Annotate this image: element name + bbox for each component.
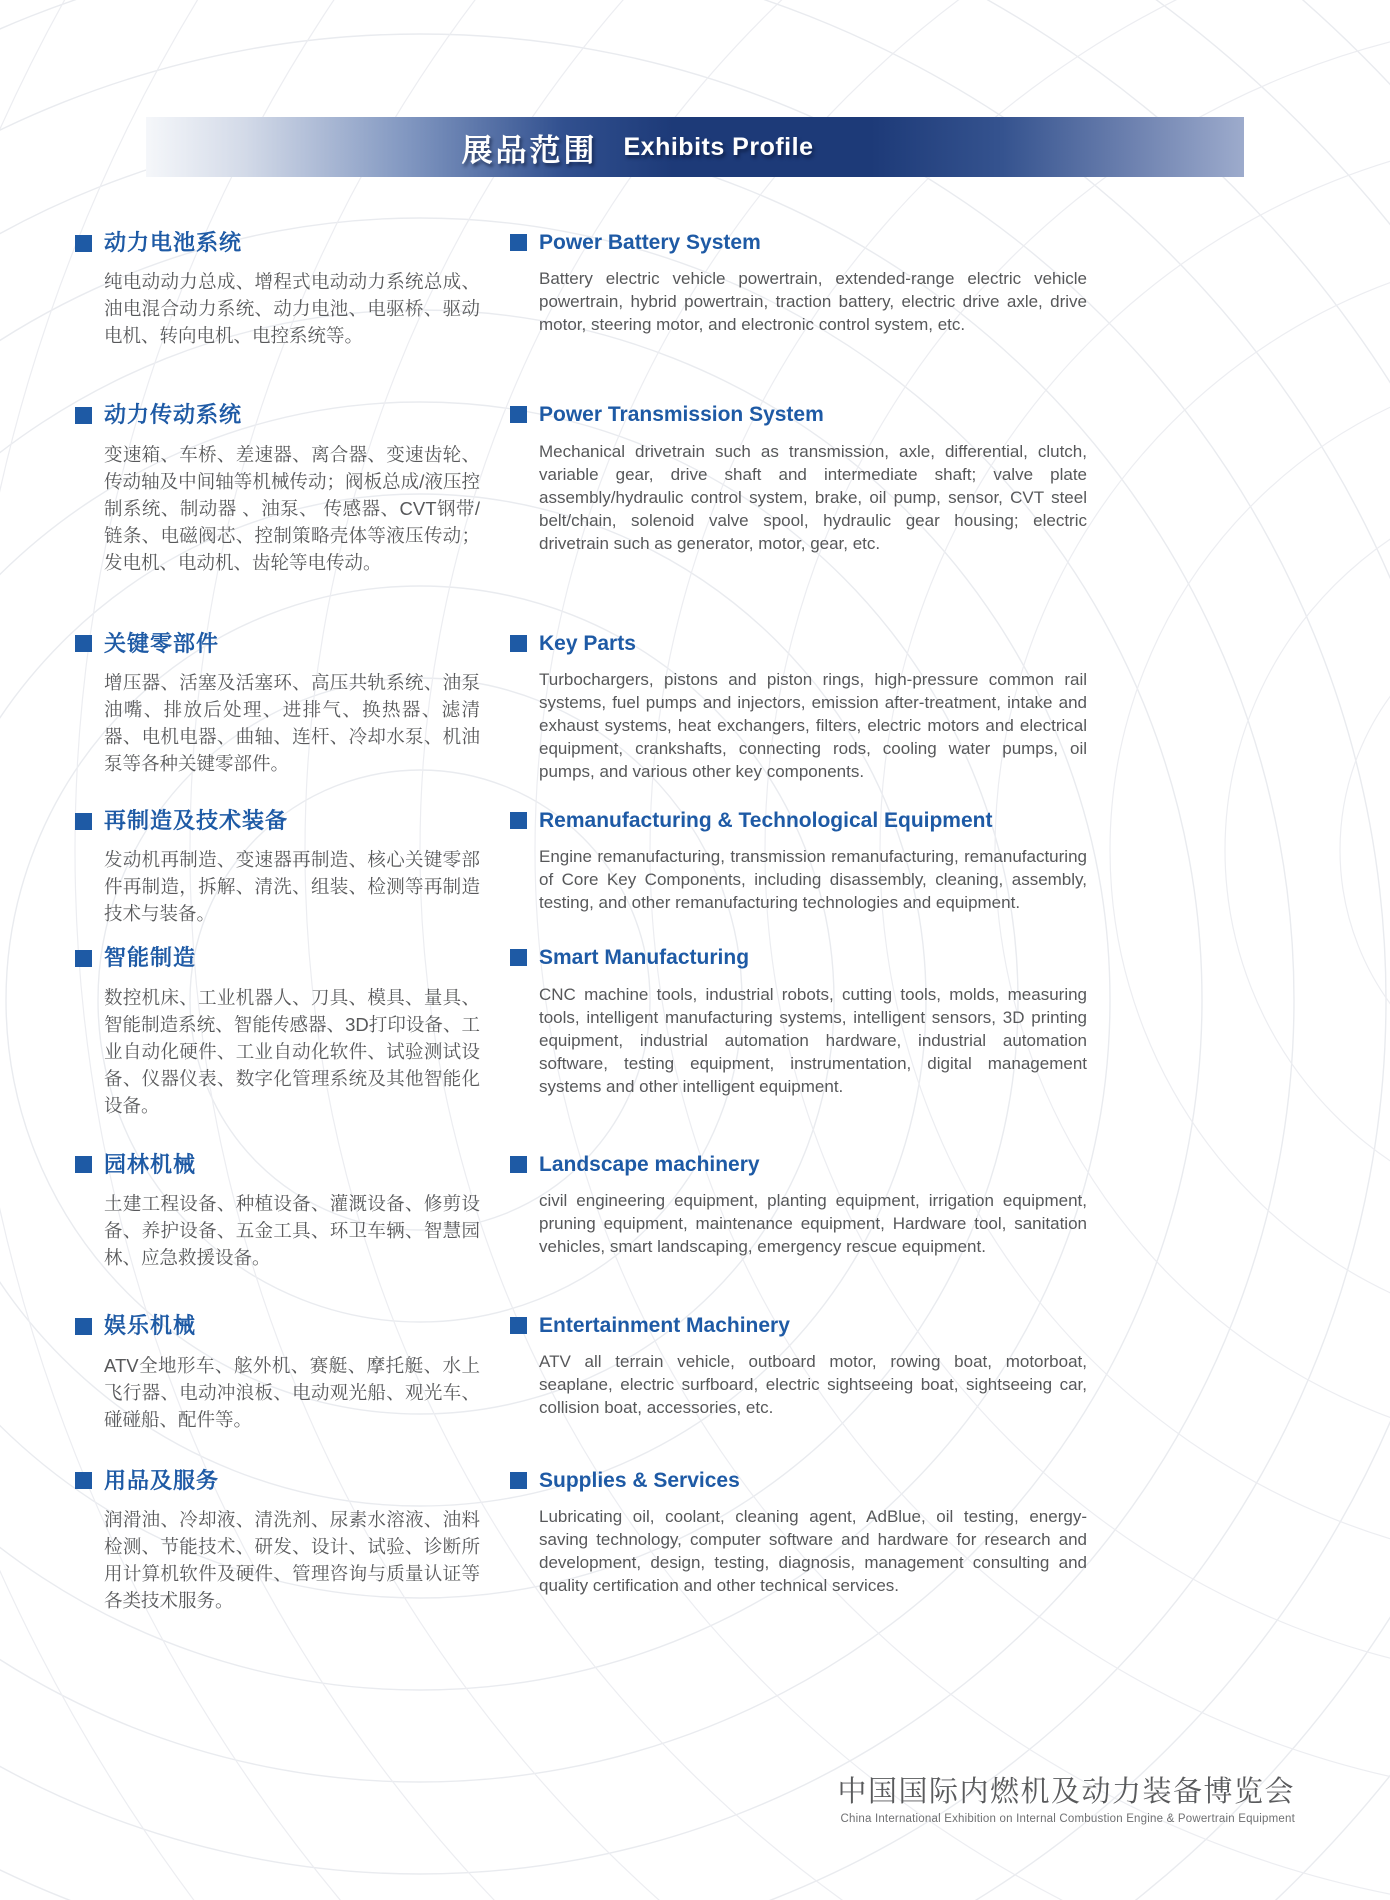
- section-heading-en: [510, 1313, 1090, 1338]
- square-bullet-icon: [510, 1156, 527, 1173]
- section-title-en: Remanufacturing & Technological Equipment: [539, 808, 993, 832]
- section-body-cn: 变速箱、车桥、差速器、离合器、变速齿轮、传动轴及中间轴等机械传动；阀板总成/液压控制系统、制动器 、油泵、 传感器、CVT钢带/链条、电磁阀芯、控制策略壳体等液压传动；发电机、电动机、齿轮等电传动。: [104, 443, 480, 573]
- exhibits-profile-banner: [146, 117, 1244, 177]
- square-bullet-icon: [510, 1472, 527, 1489]
- section-column-english: [510, 945, 1090, 1118]
- section-heading-cn: [75, 1468, 480, 1494]
- section-column-english: [510, 1468, 1090, 1614]
- section-title-en: Key Parts: [539, 631, 636, 655]
- section-title-cn: 园林机械: [104, 1151, 197, 1177]
- section-heading-cn: [75, 1313, 480, 1339]
- square-bullet-icon: [510, 635, 527, 652]
- section-title-en: Power Transmission System: [539, 403, 824, 427]
- square-bullet-icon: [75, 635, 92, 652]
- square-bullet-icon: [510, 406, 527, 423]
- section-heading-cn: [75, 1152, 480, 1178]
- section-heading-cn: [75, 631, 480, 657]
- section-column-english: [510, 230, 1090, 349]
- section-body-en: ATV all terrain vehicle, outboard motor, rowing boat, motorboat, seaplane, electric surfboard, electric sightseeing boat, sightseeing car, collision boat, accessories, etc.: [539, 1352, 1087, 1418]
- section-row: [75, 945, 1170, 1118]
- square-bullet-icon: [75, 950, 92, 967]
- section-column-chinese: [75, 631, 480, 783]
- section-heading-en: [510, 631, 1090, 656]
- section-body-cn: 发动机再制造、变速器再制造、核心关键零部件再制造，拆解、清洗、组装、检测等再制造技术与装备。: [104, 849, 480, 925]
- section-title-en: Supplies & Services: [539, 1468, 740, 1492]
- section-column-chinese: [75, 808, 480, 927]
- section-heading-cn: [75, 402, 480, 428]
- section-title-en: Entertainment Machinery: [539, 1314, 790, 1338]
- footer-title-cn: 中国国际内燃机及动力装备博览会: [837, 1776, 1295, 1808]
- section-column-english: [510, 631, 1090, 783]
- section-column-chinese: [75, 230, 480, 349]
- section-body-cn: 数控机床、工业机器人、刀具、模具、量具、智能制造系统、智能传感器、3D打印设备、工业自动化硬件、工业自动化软件、试验测试设备、仪器仪表、数字化管理系统及其他智能化设备。: [104, 986, 480, 1116]
- section-body-cn: 增压器、活塞及活塞环、高压共轨系统、油泵油嘴、排放后处理、进排气、换热器、滤清器、电机电器、曲轴、连杆、冷却水泵、机油泵等各种关键零部件。: [104, 672, 480, 775]
- section-title-en: Power Battery System: [539, 231, 761, 254]
- square-bullet-icon: [510, 949, 527, 966]
- section-body-cn: 纯电动动力总成、增程式电动动力系统总成、油电混合动力系统、动力电池、电驱桥、驱动电机、转向电机、电控系统等。: [104, 271, 480, 347]
- section-title-cn: 再制造及技术装备: [104, 807, 289, 833]
- square-bullet-icon: [75, 235, 92, 252]
- section-body-en: Battery electric vehicle powertrain, extended-range electric vehicle powertrain, hybrid powertrain, traction battery, electric drive axle, drive motor, steering motor, and electronic control system, etc.: [539, 269, 1087, 335]
- banner-title-cn: 展品范围: [461, 132, 598, 168]
- section-row: [75, 1152, 1170, 1271]
- section-body-en: Mechanical drivetrain such as transmission, axle, differential, clutch, variable gear, drive shaft and intermediate shaft; valve plate assembly/hydraulic control system, brake, oil pump, sensor, CVT steel belt/chain, solenoid valve spool, hydraulic gear housing; electric drivetrain such as generator, motor, gear, etc.: [539, 441, 1087, 553]
- section-title-cn: 关键零部件: [104, 630, 220, 656]
- section-body-cn: 土建工程设备、种植设备、灌溉设备、修剪设备、养护设备、五金工具、环卫车辆、智慧园林、应急救援设备。: [104, 1193, 480, 1269]
- square-bullet-icon: [75, 813, 92, 830]
- section-column-chinese: [75, 1468, 480, 1614]
- section-column-chinese: [75, 945, 480, 1118]
- section-heading-en: [510, 402, 1090, 427]
- square-bullet-icon: [510, 1317, 527, 1334]
- section-body-en: Turbochargers, pistons and piston rings, high-pressure common rail systems, fuel pumps and injectors, emission after-treatment, intake and exhaust systems, heat exchangers, filters, electric motors and electrical equipment, crankshafts, connecting rods, cooling water pumps, oil pumps, and various other key components.: [539, 669, 1087, 781]
- square-bullet-icon: [510, 234, 527, 251]
- section-title-en: Smart Manufacturing: [539, 946, 750, 970]
- section-title-cn: 动力电池系统: [104, 230, 243, 255]
- section-heading-en: [510, 1468, 1090, 1493]
- section-column-chinese: [75, 1152, 480, 1271]
- section-heading-cn: [75, 230, 480, 256]
- section-row: [75, 808, 1170, 927]
- section-heading-en: [510, 808, 1090, 833]
- square-bullet-icon: [510, 812, 527, 829]
- section-title-cn: 娱乐机械: [104, 1313, 197, 1339]
- square-bullet-icon: [75, 1472, 92, 1489]
- section-heading-en: [510, 1152, 1090, 1177]
- section-title-cn: 动力传动系统: [104, 402, 243, 428]
- section-row: [75, 1468, 1170, 1614]
- section-column-chinese: [75, 1313, 480, 1432]
- section-heading-en: [510, 945, 1090, 970]
- section-body-cn: 润滑油、冷却液、清洗剂、尿素水溶液、油料检测、节能技术、研发、设计、试验、诊断所用计算机软件及硬件、管理咨询与质量认证等各类技术服务。: [104, 1508, 480, 1611]
- section-row: [75, 631, 1170, 783]
- section-title-en: Landscape machinery: [539, 1152, 760, 1176]
- section-row: [75, 230, 1170, 349]
- section-row: [75, 1313, 1170, 1432]
- section-heading-en: [510, 230, 1090, 255]
- section-row: [75, 402, 1170, 575]
- sections-list: [75, 230, 1170, 1614]
- section-heading-cn: [75, 945, 480, 971]
- section-body-cn: ATV全地形车、舷外机、赛艇、摩托艇、水上飞行器、电动冲浪板、电动观光船、观光车、碰碰船、配件等。: [104, 1354, 480, 1430]
- section-column-english: [510, 808, 1090, 927]
- section-column-english: [510, 1152, 1090, 1271]
- section-column-english: [510, 402, 1090, 575]
- square-bullet-icon: [75, 1318, 92, 1335]
- banner-title-en: Exhibits Profile: [623, 132, 814, 161]
- section-column-chinese: [75, 402, 480, 575]
- square-bullet-icon: [75, 407, 92, 424]
- section-column-english: [510, 1313, 1090, 1432]
- section-body-en: CNC machine tools, industrial robots, cutting tools, molds, measuring tools, intelligent manufacturing systems, intelligent sensors, 3D printing equipment, industrial automation hardware, industrial automation software, testing equipment, instrumentation, digital management systems and other intelligent equipment.: [539, 984, 1087, 1096]
- section-heading-cn: [75, 808, 480, 834]
- section-body-en: Engine remanufacturing, transmission remanufacturing, remanufacturing of Core Key Components, including disassembly, cleaning, assembly, testing, and other remanufacturing technologies and equipment.: [539, 847, 1087, 913]
- section-body-en: civil engineering equipment, planting equipment, irrigation equipment, pruning equipment, maintenance equipment, Hardware tool, sanitation vehicles, smart landscaping, emergency rescue equipment.: [539, 1190, 1087, 1256]
- section-title-cn: 智能制造: [104, 945, 197, 971]
- footer: [837, 1769, 1295, 1825]
- footer-subtitle-en: China International Exhibition on Internal Combustion Engine & Powertrain Equipment: [840, 1813, 1295, 1825]
- section-body-en: Lubricating oil, coolant, cleaning agent, AdBlue, oil testing, energy-saving technology, computer software and hardware for research and development, design, testing, diagnosis, management consulting and quality certification and other technical services.: [539, 1506, 1087, 1595]
- square-bullet-icon: [75, 1156, 92, 1173]
- section-title-cn: 用品及服务: [104, 1467, 220, 1493]
